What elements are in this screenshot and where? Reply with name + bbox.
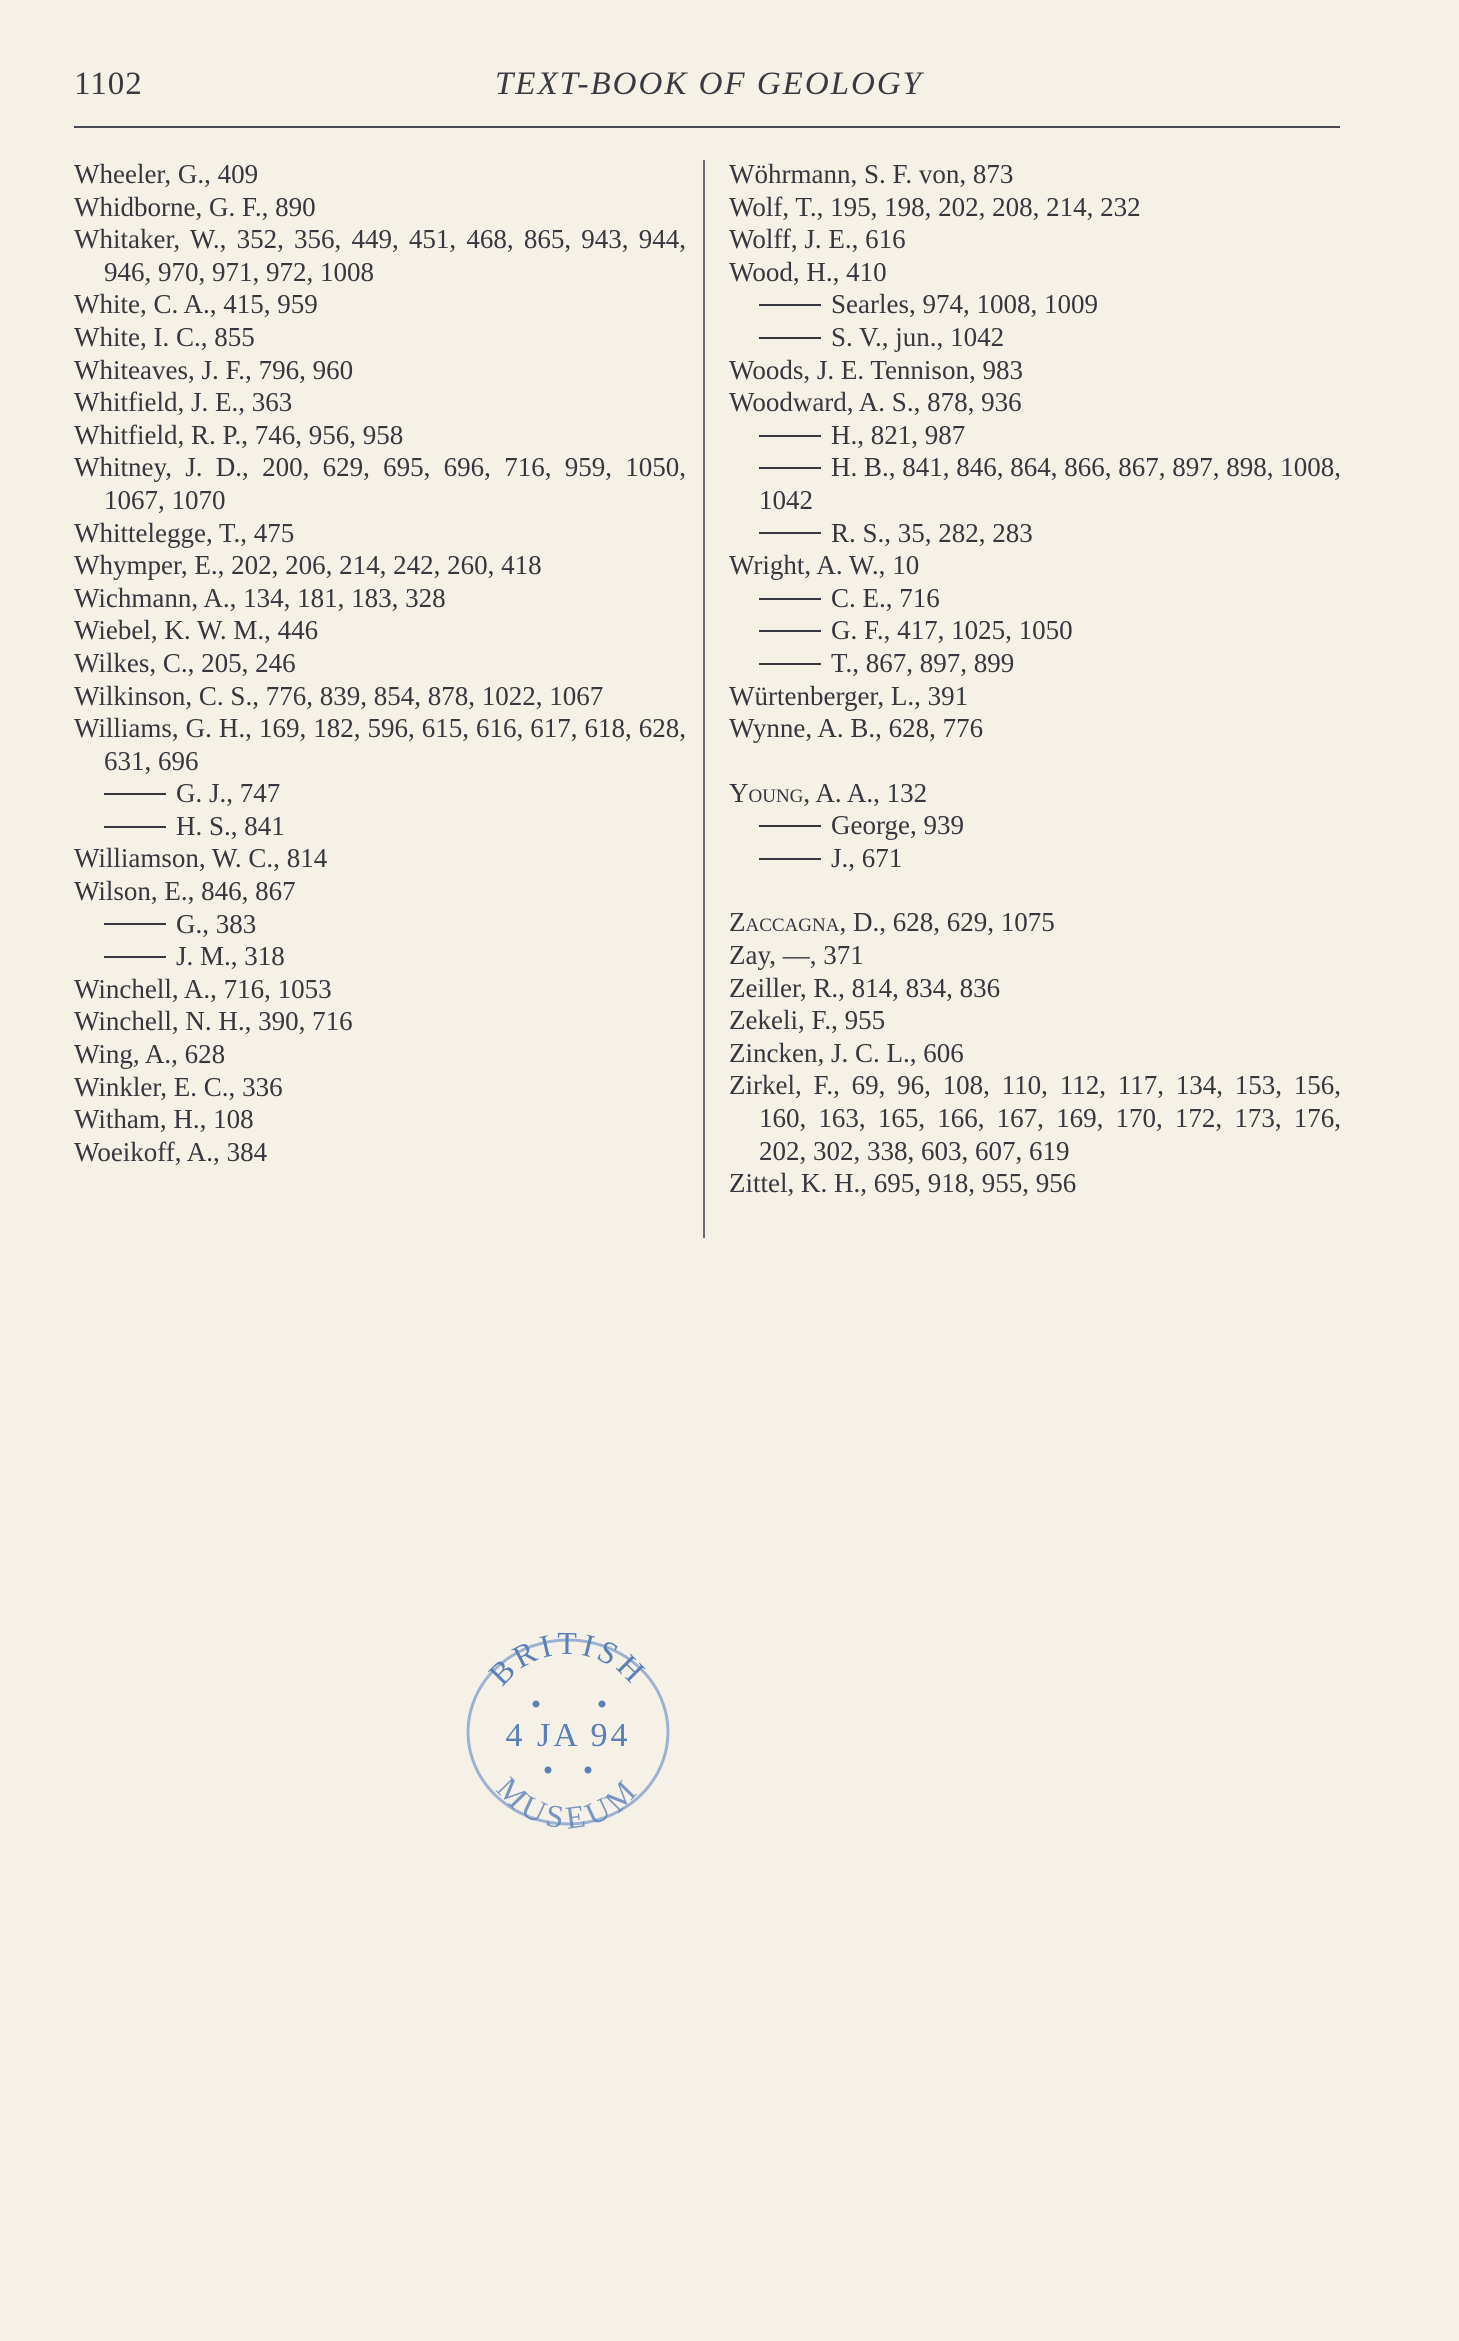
index-entry: Wheeler, G., 409 bbox=[74, 159, 259, 189]
index-entry: Wolf, T., 195, 198, 202, 208, 214, 232 bbox=[729, 191, 1141, 222]
index-entry: Wilkinson, C. S., 776, 839, 854, 878, 1022, 1067 bbox=[74, 680, 604, 711]
index-column-left bbox=[74, 158, 686, 1168]
index-subentry: H., 821, 987 bbox=[729, 419, 1341, 452]
index-entry: Zeiller, R., 814, 834, 836 bbox=[729, 972, 1001, 1003]
index-entry: Zincken, J. C. L., 606 bbox=[729, 1037, 964, 1068]
index-entry: Winchell, N. H., 390, 716 bbox=[74, 1006, 353, 1037]
index-entry: Wilkes, C., 205, 246 bbox=[74, 647, 296, 678]
letter-gap bbox=[729, 745, 1341, 777]
index-subentry: George, 939 bbox=[729, 809, 1341, 842]
index-entry: Wolff, J. E., 616 bbox=[729, 224, 906, 255]
index-subentry: J. M., 318 bbox=[74, 940, 686, 973]
index-entry: Witham, H., 108 bbox=[74, 1104, 254, 1135]
index-entry: Williamson, W. C., 814 bbox=[74, 843, 328, 874]
index-subentry: S. V., jun., 1042 bbox=[729, 321, 1341, 354]
index-entry: White, C. A., 415, 959 bbox=[74, 289, 318, 320]
index-entry: Young, A. A., 132 bbox=[729, 777, 928, 808]
ditto-dash bbox=[104, 826, 166, 828]
index-column-right bbox=[729, 158, 1341, 1200]
ditto-dash bbox=[759, 435, 821, 437]
ditto-dash bbox=[759, 337, 821, 339]
stamp-dot bbox=[585, 1767, 592, 1774]
ditto-dash bbox=[759, 663, 821, 665]
index-entry: Wichmann, A., 134, 181, 183, 328 bbox=[74, 582, 446, 613]
index-subentry: H. S., 841 bbox=[74, 810, 686, 843]
index-entry: Whitfield, J. E., 363 bbox=[74, 387, 293, 418]
index-subentry: G. F., 417, 1025, 1050 bbox=[729, 614, 1341, 647]
ditto-dash bbox=[759, 858, 821, 860]
ditto-dash bbox=[759, 825, 821, 827]
index-subentry: Searles, 974, 1008, 1009 bbox=[729, 288, 1341, 321]
index-subentry: R. S., 35, 282, 283 bbox=[729, 517, 1341, 550]
index-entry: Whiteaves, J. F., 796, 960 bbox=[74, 354, 354, 385]
letter-gap bbox=[729, 874, 1341, 906]
index-entry: Whitney, J. D., 200, 629, 695, 696, 716, 959, 1050, 1067, 1070 bbox=[74, 452, 687, 515]
ditto-dash bbox=[104, 793, 166, 795]
index-subentry: G. J., 747 bbox=[74, 777, 686, 810]
index-entry: Winkler, E. C., 336 bbox=[74, 1071, 283, 1102]
ditto-dash bbox=[104, 923, 166, 925]
index-entry: Whidborne, G. F., 890 bbox=[74, 191, 316, 222]
index-entry: Woeikoff, A., 384 bbox=[74, 1136, 268, 1167]
index-entry: Wynne, A. B., 628, 776 bbox=[729, 713, 984, 744]
stamp-dot bbox=[545, 1767, 552, 1774]
page-header bbox=[74, 66, 1344, 116]
index-entry: Wöhrmann, S. F. von, 873 bbox=[729, 159, 1014, 189]
index-entry: Whitfield, R. P., 746, 956, 958 bbox=[74, 419, 404, 450]
index-entry: Zirkel, F., 69, 96, 108, 110, 112, 117, 134, 153, 156, 160, 163, 165, 166, 167, 169, 170, 172, 173, 176, 202, 302, 338, 603, 607, 619 bbox=[729, 1070, 1342, 1166]
running-title: TEXT-BOOK OF GEOLOGY bbox=[494, 66, 924, 102]
stamp-dot bbox=[533, 1701, 540, 1708]
page-number: 1102 bbox=[74, 66, 143, 102]
index-entry: Wood, H., 410 bbox=[729, 256, 887, 287]
index-subentry: C. E., 716 bbox=[729, 582, 1341, 615]
index-entry: Williams, G. H., 169, 182, 596, 615, 616, 617, 618, 628, 631, 696 bbox=[74, 713, 687, 776]
stamp-bottom-text: MUSEUM bbox=[489, 1769, 647, 1830]
index-subentry: J., 671 bbox=[729, 842, 1341, 875]
stamp-date: 4 JA 94 bbox=[505, 1717, 631, 1754]
index-entry: Woodward, A. S., 878, 936 bbox=[729, 387, 1022, 418]
index-entry: Wing, A., 628 bbox=[74, 1039, 226, 1070]
index-entry: Zittel, K. H., 695, 918, 955, 956 bbox=[729, 1168, 1077, 1199]
index-entry: Woods, J. E. Tennison, 983 bbox=[729, 354, 1023, 385]
index-entry: Wright, A. W., 10 bbox=[729, 550, 920, 581]
ditto-dash bbox=[104, 956, 166, 958]
ditto-dash bbox=[759, 467, 821, 469]
index-entry: Whittelegge, T., 475 bbox=[74, 517, 295, 548]
ditto-dash bbox=[759, 598, 821, 600]
index-subentry: G., 383 bbox=[74, 908, 686, 941]
column-divider bbox=[703, 160, 705, 1238]
header-rule bbox=[74, 126, 1340, 128]
index-entry: Winchell, A., 716, 1053 bbox=[74, 973, 332, 1004]
index-entry: Whymper, E., 202, 206, 214, 242, 260, 418 bbox=[74, 550, 542, 581]
ditto-dash bbox=[759, 630, 821, 632]
index-entry: Zaccagna, D., 628, 629, 1075 bbox=[729, 907, 1055, 938]
index-entry: Wilson, E., 846, 867 bbox=[74, 876, 296, 907]
stamp-top-text: BRITISH bbox=[481, 1624, 655, 1692]
index-entry: Whitaker, W., 352, 356, 449, 451, 468, 865, 943, 944, 946, 970, 971, 972, 1008 bbox=[74, 224, 687, 287]
ditto-dash bbox=[759, 304, 821, 306]
index-entry: White, I. C., 855 bbox=[74, 321, 255, 352]
museum-stamp bbox=[452, 1624, 684, 1830]
index-subentry: T., 867, 897, 899 bbox=[729, 647, 1341, 680]
index-entry: Wiebel, K. W. M., 446 bbox=[74, 615, 319, 646]
stamp-dot bbox=[599, 1701, 606, 1708]
index-entry: Würtenberger, L., 391 bbox=[729, 680, 969, 711]
ditto-dash bbox=[759, 532, 821, 534]
index-entry: Zekeli, F., 955 bbox=[729, 1005, 886, 1036]
index-entry: Zay, —, 371 bbox=[729, 940, 864, 971]
index-subentry: H. B., 841, 846, 864, 866, 867, 897, 898, 1008, 1042 bbox=[759, 452, 1342, 515]
